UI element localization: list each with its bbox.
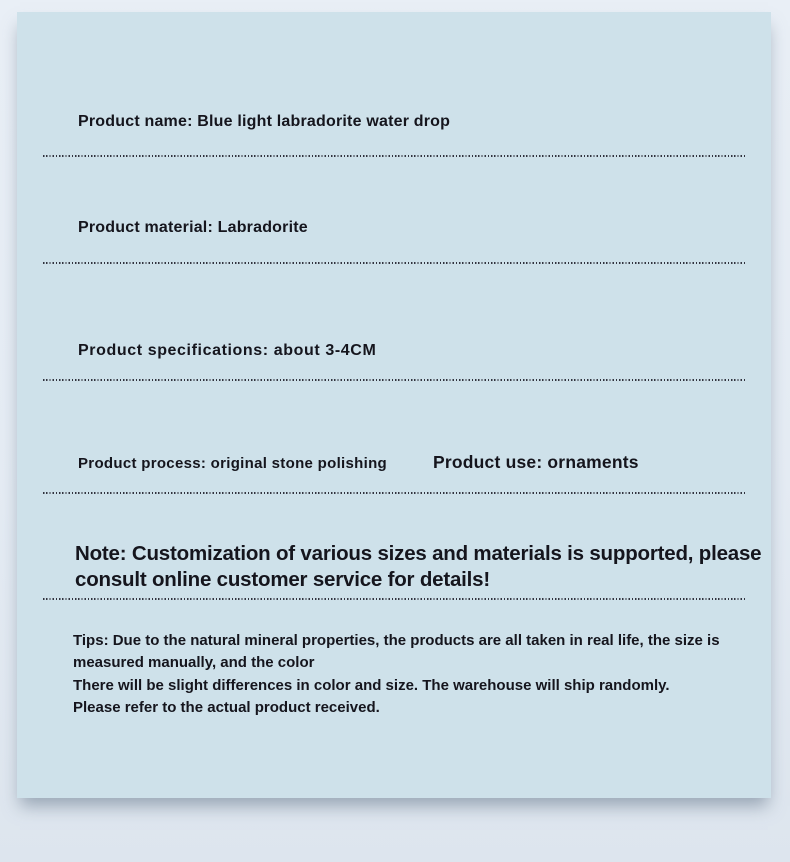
product-name-text: Product name: Blue light labradorite water drop: [78, 113, 451, 130]
dotted-divider: [43, 598, 746, 600]
product-info-card: [17, 12, 771, 798]
product-process-text: Product process: original stone polishing: [78, 455, 387, 472]
customization-note-text: Note: Customization of various sizes and materials is supported, please consult online customer service for details!: [75, 542, 762, 591]
dotted-divider: [43, 262, 746, 264]
dotted-divider: [43, 155, 746, 157]
product-specifications-text: Product specifications: about 3-4CM: [78, 342, 377, 359]
dotted-divider: [43, 492, 746, 494]
dotted-divider: [43, 379, 746, 381]
tips-paragraph-2: There will be slight differences in color and size. The warehouse will ship randomly. Please refer to the actual product received.: [73, 677, 670, 716]
tips-paragraph-1: Tips: Due to the natural mineral properties, the products are all taken in real life, the size is measured manually, and the color: [73, 632, 720, 671]
product-material-text: Product material: Labradorite: [78, 219, 308, 236]
product-use-text: Product use: ornaments: [433, 452, 639, 472]
